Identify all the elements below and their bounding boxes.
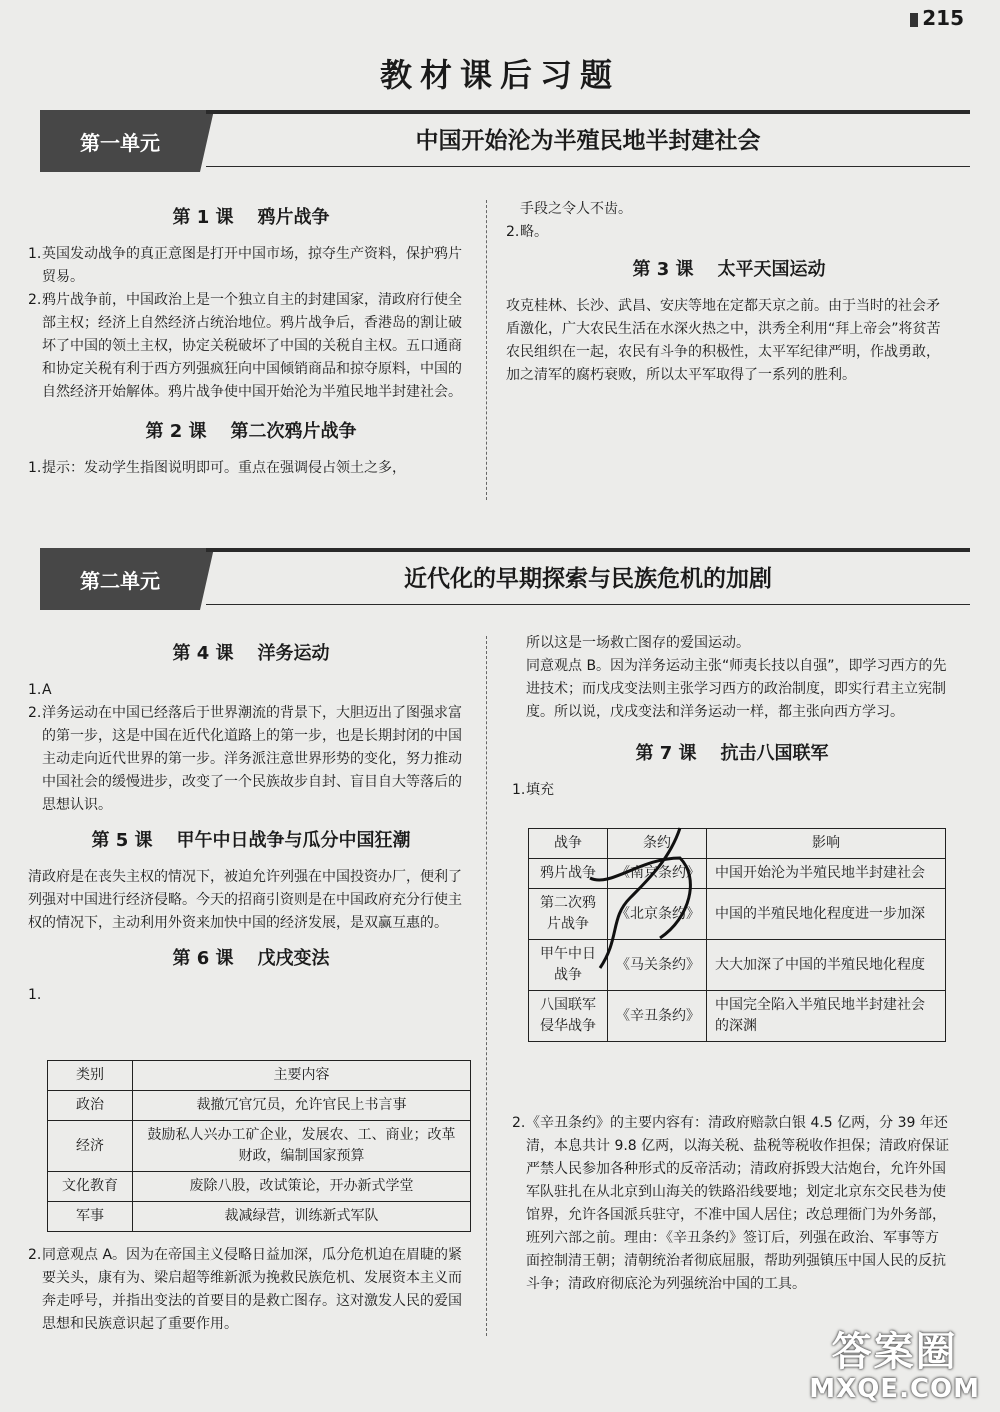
- lesson4-title: [28, 642, 474, 665]
- table-cell: 大大加深了中国的半殖民地化程度: [707, 940, 946, 991]
- lesson7-name: 抗击八国联军: [720, 743, 829, 764]
- table-cell: 军事: [48, 1202, 133, 1232]
- lesson1-title: [28, 206, 474, 229]
- lesson6-item-2-continued: 所以这是一场救亡图存的爱国运动。: [526, 635, 750, 651]
- unit1-left-column: [28, 196, 474, 480]
- lesson6-number: 第 6 课: [172, 948, 234, 969]
- lesson5-text: 清政府是在丧失主权的情况下，被迫允许列强在中国投资办厂，便利了列强对中国进行经济侵略。今天的招商引资则是在中国政府充分行使主权的情况下，主动利用外资来加快中国的经济发展，是双赢互惠的。: [28, 869, 462, 931]
- table-row: [48, 1172, 471, 1202]
- lesson7-title: [512, 742, 952, 765]
- table-cell: 中国开始沦为半殖民地半封建社会: [707, 859, 946, 889]
- lesson3-title: [506, 258, 952, 281]
- table-cell: 第二次鸦片战争: [529, 889, 608, 940]
- lesson2-number: 第 2 课: [145, 421, 207, 442]
- table-cell: 中国完全陷入半殖民地半封建社会的深渊: [707, 991, 946, 1042]
- item-number: 2.: [28, 705, 42, 721]
- item-text: 同意观点 A。因为在帝国主义侵略日益加深，瓜分危机迫在眉睫的紧要关头，康有为、梁启超等维新派为挽救民族危机、发展资本主义而奔走呼号，并指出变法的首要目的是救亡图存。这对激发人民的爱国思想和民族意识起了重要作用。: [42, 1247, 463, 1332]
- unit2-right-column: [512, 632, 952, 802]
- lesson4-item-2: [28, 702, 474, 817]
- table-row: [48, 1121, 471, 1172]
- lesson3-number: 第 3 课: [632, 259, 694, 280]
- lesson5-title: [28, 829, 474, 852]
- item-number: 2.: [28, 1247, 42, 1263]
- unit1-column-divider: [486, 200, 487, 500]
- item-text: 洋务运动在中国已经落后于世界潮流的背景下，大胆迈出了图强求富的第一步，这是中国在近代化道路上的第一步，也是长期封闭的中国主动走向近代世界的第一步。洋务派注意世界形势的变化，努力推动中国社会的缓慢进步，改变了一个民族故步自封、盲目自大等落后的思想认识。: [42, 705, 462, 813]
- table-cell: 《马关条约》: [608, 940, 707, 991]
- lesson6-item-1: [28, 984, 474, 1007]
- lesson1-item-2: [28, 289, 474, 404]
- lesson6-name: 戊戌变法: [257, 948, 330, 969]
- table-cell: 裁减绿营，训练新式军队: [133, 1202, 471, 1232]
- watermark-url: MXQE.COM: [809, 1374, 980, 1404]
- item-text: 填充: [526, 782, 554, 798]
- lesson6-title: [28, 947, 474, 970]
- item-text: 提示：发动学生指图说明即可。重点在强调侵占领土之多，: [42, 460, 406, 476]
- lesson5-number: 第 5 课: [91, 830, 153, 851]
- page-mark: [910, 13, 918, 27]
- item-number: 1.: [28, 460, 42, 476]
- item-text: [42, 984, 474, 1007]
- table-header-row: [529, 829, 946, 859]
- item-number: 1.: [512, 782, 526, 798]
- lesson6-item-2: [28, 1244, 474, 1336]
- table-cell: 经济: [48, 1121, 133, 1172]
- item-number: 1.: [28, 987, 42, 1003]
- table-header-cell: 战争: [529, 829, 608, 859]
- unit1-label: 第一单元: [40, 110, 200, 172]
- item-number: 2.: [506, 224, 520, 240]
- unit2-rule-top: [206, 548, 970, 552]
- lesson1-number: 第 1 课: [172, 207, 234, 228]
- table-row: [48, 1091, 471, 1121]
- unit1-rule-top: [206, 110, 970, 114]
- lesson5-name: 甲午中日战争与瓜分中国狂潮: [176, 830, 411, 851]
- table-cell: 政治: [48, 1091, 133, 1121]
- table-cell: 鼓励私人兴办工矿企业，发展农、工、商业；改革财政，编制国家预算: [133, 1121, 471, 1172]
- table-cell: 《南京条约》: [608, 859, 707, 889]
- unit2-rule-bottom: [206, 604, 970, 605]
- table-cell: 甲午中日战争: [529, 940, 608, 991]
- lesson1-item-1: [28, 243, 474, 289]
- lesson1-name: 鸦片战争: [257, 207, 330, 228]
- treaty-table: [528, 828, 946, 1042]
- item-number: 1.: [28, 246, 42, 262]
- item-number: 2.: [28, 292, 42, 308]
- unit1-title: 中国开始沦为半殖民地半封建社会: [415, 128, 761, 154]
- table-cell: 《北京条约》: [608, 889, 707, 940]
- table-cell: 八国联军侵华战争: [529, 991, 608, 1042]
- lesson7-item-1: [512, 779, 952, 802]
- table-row: [529, 940, 946, 991]
- watermark-logo: 答案圈: [831, 1329, 958, 1375]
- page-number-text: 215: [922, 6, 964, 30]
- lesson4-item-1: [28, 679, 474, 702]
- item-text: 英国发动战争的真正意图是打开中国市场，掠夺生产资料，保护鸦片贸易。: [42, 246, 462, 285]
- lesson7-item-2-block: [512, 1112, 952, 1296]
- lesson2-item-1: [28, 457, 474, 480]
- table-header-cell: 主要内容: [133, 1061, 471, 1091]
- table-cell: 文化教育: [48, 1172, 133, 1202]
- page-number: [910, 6, 964, 30]
- table-row: [529, 991, 946, 1042]
- item-text: A: [42, 682, 52, 698]
- unit2-label: 第二单元: [40, 548, 200, 610]
- table-row: [529, 859, 946, 889]
- table-row: [48, 1202, 471, 1232]
- table-row: [529, 889, 946, 940]
- table-header-cell: 影响: [707, 829, 946, 859]
- unit2-column-divider: [486, 636, 487, 1336]
- unit1-rule-bottom: [206, 166, 970, 167]
- table-header-cell: 条约: [608, 829, 707, 859]
- lesson7-item-2: [512, 1112, 952, 1296]
- item-text: 略。: [520, 224, 548, 240]
- lesson4-number: 第 4 课: [172, 643, 234, 664]
- unit2-header: [40, 538, 970, 614]
- lesson6-item-2-opinion-b: 同意观点 B。因为洋务运动主张“师夷长技以自强”，即学习西方的先进技术；而戊戌变法则主张学习西方的政治制度，即实行君主立宪制度。所以说，戊戌变法和洋务运动一样，都主张向西方学习。: [526, 658, 947, 720]
- item-number: 1.: [28, 682, 42, 698]
- reform-table: [47, 1060, 471, 1232]
- page-title: 教材课后习题: [379, 56, 620, 94]
- unit2-title: 近代化的早期探索与民族危机的加剧: [404, 566, 772, 592]
- table-cell: 废除八股，改试策论，开办新式学堂: [133, 1172, 471, 1202]
- lesson2-item-2: [506, 221, 952, 244]
- unit1-header: [40, 100, 970, 176]
- lesson3-name: 太平天国运动: [717, 259, 826, 280]
- unit2-left-column: [28, 632, 474, 1007]
- table-cell: 中国的半殖民地化程度进一步加深: [707, 889, 946, 940]
- item-number: 2.: [512, 1115, 526, 1131]
- unit1-right-column: [506, 198, 952, 387]
- lesson3-text: 攻克桂林、长沙、武昌、安庆等地在定都天京之前。由于当时的社会矛盾激化，广大农民生活在水深火热之中，洪秀全利用“拜上帝会”将贫苦农民组织在一起，农民有斗争的积极性，太平军纪律严明，作战勇敢，加之清军的腐朽衰败，所以太平军取得了一系列的胜利。: [506, 298, 941, 383]
- item-text: 《辛丑条约》的主要内容有：清政府赔款白银 4.5 亿两，分 39 年还清，本息共计 9.8 亿两，以海关税、盐税等税收作担保；清政府保证严禁人民参加各种形式的反帝活动；清政府拆毁大沽炮台，允许外国军队驻扎在从北京到山海关的铁路沿线要地；划定北京东交民巷为使馆界，允许各国派兵驻守，不准中国人居住；改总理衙门为外务部，班列六部之前。理由：《辛丑条约》签订后，列强在政治、军事等方面控制清王朝；清朝统治者彻底屈服，帮助列强镇压中国人民的反抗斗争；清政府彻底沦为列强统治中国的工具。: [526, 1115, 950, 1292]
- lesson6-item-2-block: [28, 1244, 474, 1336]
- site-watermark: [809, 1330, 980, 1404]
- lesson7-number: 第 7 课: [635, 743, 697, 764]
- item-text: 鸦片战争前，中国政治上是一个独立自主的封建国家，清政府行使全部主权；经济上自然经济占统治地位。鸦片战争后，香港岛的割让破坏了中国的领土主权，协定关税破坏了中国的关税自主权。五口通商和协定关税有利于西方列强疯狂向中国倾销商品和掠夺原料，中国的自然经济开始解体。鸦片战争使中国开始沦为半殖民地半封建社会。: [42, 292, 462, 400]
- table-cell: 鸦片战争: [529, 859, 608, 889]
- lesson2-item-1-continued: 手段之令人不齿。: [520, 201, 632, 217]
- lesson4-name: 洋务运动: [257, 643, 330, 664]
- table-cell: 《辛丑条约》: [608, 991, 707, 1042]
- table-header-cell: 类别: [48, 1061, 133, 1091]
- table-header-row: [48, 1061, 471, 1091]
- lesson2-title: [28, 420, 474, 443]
- lesson2-name: 第二次鸦片战争: [230, 421, 357, 442]
- table-cell: 裁撤冗官冗员，允许官民上书言事: [133, 1091, 471, 1121]
